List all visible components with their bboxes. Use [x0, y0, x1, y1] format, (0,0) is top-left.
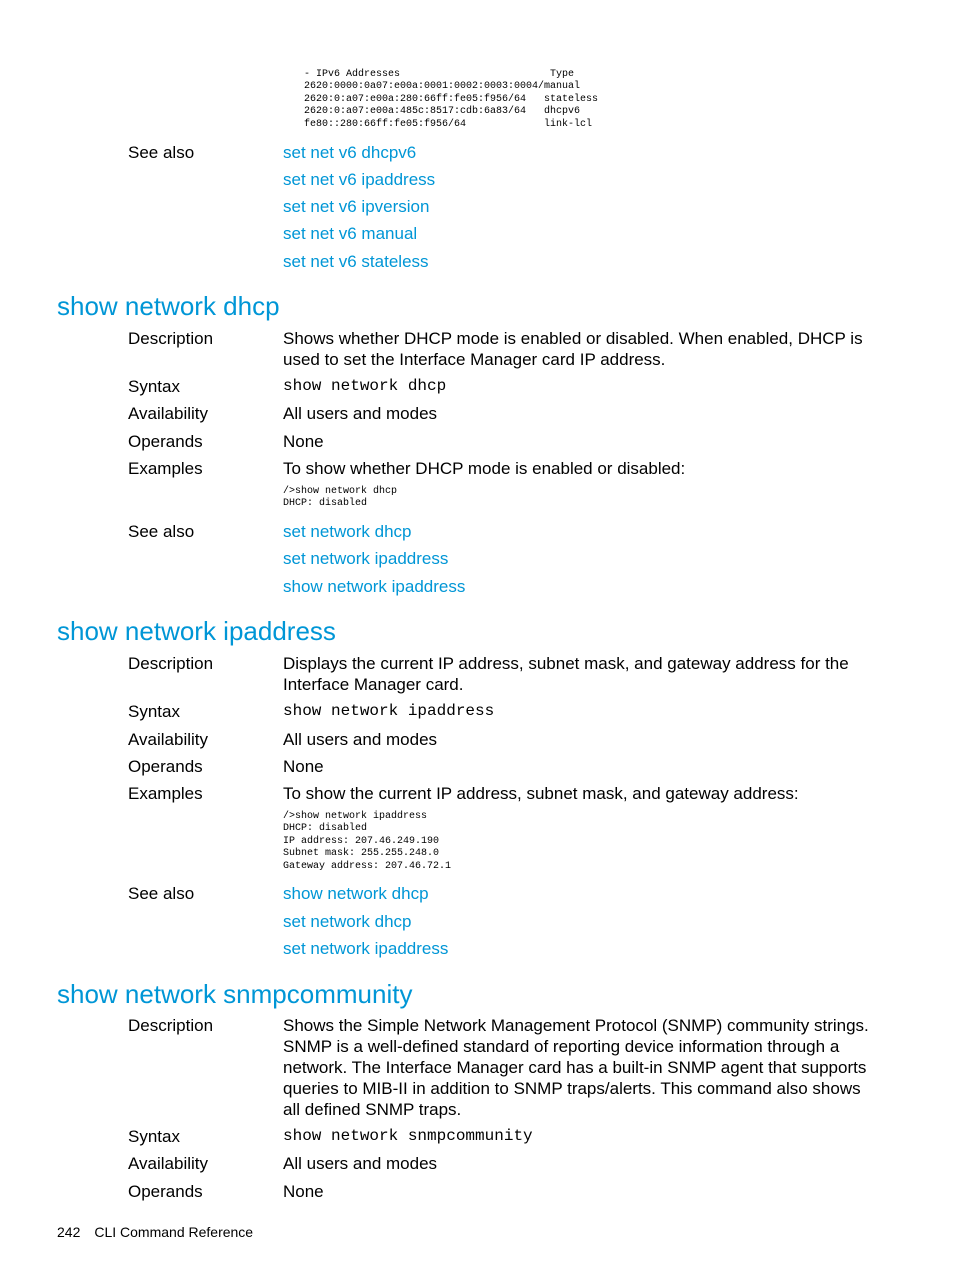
availability-text: All users and modes [283, 730, 438, 749]
syntax-command: show network snmpcommunity [283, 1127, 533, 1145]
examples-text: To show whether DHCP mode is enabled or disabled: [283, 459, 686, 478]
section-title-dhcp: show network dhcp [57, 291, 280, 321]
examples-label: Examples [128, 459, 203, 478]
operands-text: None [283, 432, 324, 451]
page-footer [57, 1223, 267, 1241]
see-also-label: See also [128, 522, 195, 541]
page-number: 242 [57, 1224, 81, 1240]
syntax-label: Syntax [128, 377, 180, 396]
section-title-snmpcommunity: show network snmpcommunity [57, 979, 413, 1009]
description-label: Description [128, 1016, 214, 1035]
syntax-label: Syntax [128, 702, 180, 721]
syntax-command: show network dhcp [283, 377, 447, 395]
link-set-network-ipaddress[interactable]: set network ipaddress [283, 549, 449, 568]
ipv6-address-table: - IPv6 Addresses Type 2620:0000:0a07:e00a:0001:0002:0003:0004/manual 2620:0:a07:e00a:280:66ff:fe05:f956/64 stateless 2620:0:a07:e00a:485c:8517:cdb:6a83/64 dhcpv6 fe80::280:66ff:fe05:f956/64 link-lcl [304, 69, 599, 130]
examples-label: Examples [128, 784, 203, 803]
link-set-net-v6-ipaddress[interactable]: set net v6 ipaddress [283, 170, 436, 189]
footer-title: CLI Command Reference [94, 1224, 254, 1240]
link-set-network-dhcp[interactable]: set network dhcp [283, 912, 412, 931]
availability-label: Availability [128, 404, 209, 423]
example-code: />show network ipaddress DHCP: disabled IP address: 207.46.249.190 Subnet mask: 255.255.248.0 Gateway address: 207.46.72.1 [283, 811, 452, 872]
description-label: Description [128, 654, 214, 673]
see-also-label: See also [128, 884, 195, 903]
operands-text: None [283, 757, 324, 776]
link-set-network-dhcp[interactable]: set network dhcp [283, 522, 412, 541]
link-set-net-v6-stateless[interactable]: set net v6 stateless [283, 252, 429, 271]
link-set-net-v6-ipversion[interactable]: set net v6 ipversion [283, 197, 430, 216]
syntax-label: Syntax [128, 1127, 180, 1146]
description-text: Displays the current IP address, subnet mask, and gateway address for the Interface Manager card. [283, 654, 849, 694]
example-code: />show network dhcp DHCP: disabled [283, 486, 398, 510]
link-show-network-dhcp[interactable]: show network dhcp [283, 884, 429, 903]
syntax-command: show network ipaddress [283, 702, 495, 720]
link-set-net-v6-dhcpv6[interactable]: set net v6 dhcpv6 [283, 143, 417, 162]
operands-label: Operands [128, 432, 203, 451]
availability-label: Availability [128, 1154, 209, 1173]
operands-label: Operands [128, 757, 203, 776]
link-show-network-ipaddress[interactable]: show network ipaddress [283, 577, 466, 596]
link-set-net-v6-manual[interactable]: set net v6 manual [283, 224, 418, 243]
description-text: Shows whether DHCP mode is enabled or disabled. When enabled, DHCP is used to set the Interface Manager card IP address. [283, 329, 863, 369]
link-set-network-ipaddress[interactable]: set network ipaddress [283, 939, 449, 958]
description-text: Shows the Simple Network Management Protocol (SNMP) community strings. SNMP is a well-defined standard of reporting device information through a network. The Interface Manager card has a built-in SNMP agent that supports queries to MIB-II in addition to SNMP traps/alerts. This command also shows all defined SNMP traps. [283, 1016, 869, 1119]
operands-text: None [283, 1182, 324, 1201]
availability-label: Availability [128, 730, 209, 749]
operands-label: Operands [128, 1182, 203, 1201]
availability-text: All users and modes [283, 1154, 438, 1173]
description-label: Description [128, 329, 214, 348]
examples-text: To show the current IP address, subnet mask, and gateway address: [283, 784, 799, 803]
see-also-label: See also [128, 143, 195, 162]
section-title-ipaddress: show network ipaddress [57, 616, 336, 646]
availability-text: All users and modes [283, 404, 438, 423]
